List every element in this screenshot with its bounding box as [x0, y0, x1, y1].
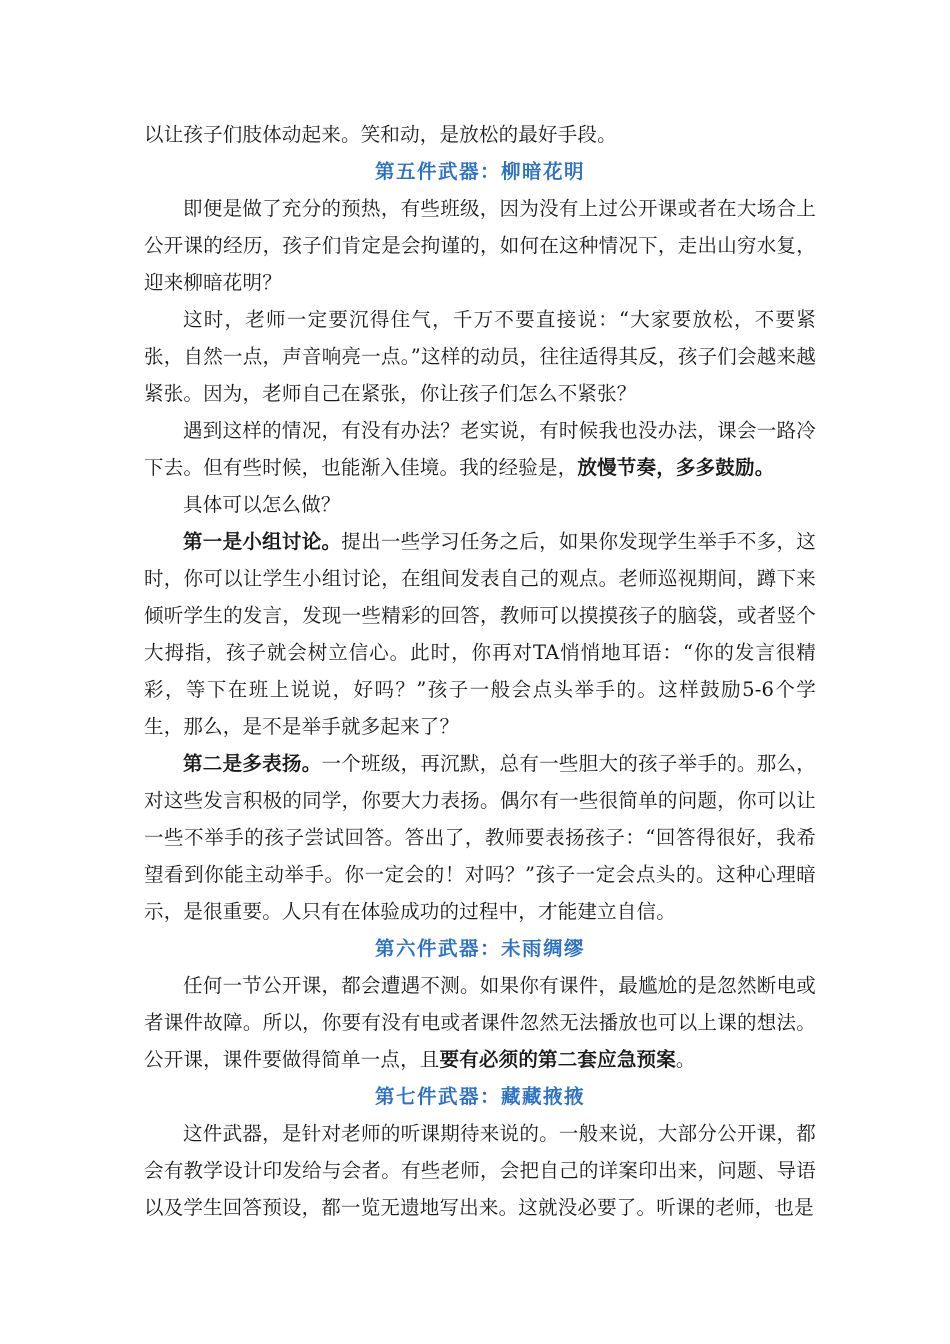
paragraph-text: 遇到这样的情况，有没有办法？老实说，有时候我也没办法，课会一路冷下去。但有些时候，也能渐入佳境。我的经验是， — [144, 419, 816, 479]
paragraph-text: 。 — [675, 1048, 696, 1071]
paragraph-text: 一个班级，再沉默，总有一些胆大的孩子举手的。那么，对这些发言积极的同学，你要大力表扬。偶尔有一些很简单的问题，你可以让一些不举手的孩子尝试回答。答出了，教师要表扬孩子：“回答得很好，我希望看到你能主动举手。你一定会的！对吗？”孩子一定会点头的。这种心理暗示，是很重要。人只有在体验成功的过程中，才能建立自信。 — [144, 752, 816, 923]
section-heading-5: 第五件武器：柳暗花明 — [374, 160, 585, 183]
section-heading-6: 第六件武器：未雨绸缪 — [374, 937, 585, 960]
paragraph — [144, 745, 816, 930]
paragraph: 以让孩子们肢体动起来。笑和动，是放松的最好手段。 — [144, 123, 617, 146]
paragraph: 具体可以怎么做？ — [183, 493, 341, 516]
paragraph — [144, 412, 816, 486]
paragraph-text: 提出一些学习任务之后，如果你发现学生举手不多，这时，你可以让学生小组讨论，在组间发表自己的观点。老师巡视期间，蹲下来倾听学生的发言，发现一些精彩的回答，教师可以摸摸孩子的脑袋，或者竖个大拇指，孩子就会树立信心。此时，你再对TA悄悄地耳语：“你的发言很精彩，等下在班上说说，好吗？”孩子一般会点头举手的。这样鼓励5-6个学生，那么，是不是举手就多起来了？ — [144, 530, 816, 738]
paragraph — [144, 967, 816, 1078]
paragraph-text: 任何一节公开课，都会遭遇不测。如果你有课件，最尴尬的是忽然断电或者课件故障。所以，你要有没有电或者课件忽然无法播放也可以上课的想法。公开课，课件要做得简单一点，且 — [144, 974, 816, 1071]
emphasis-text: 第一是小组讨论。 — [183, 530, 342, 553]
emphasis-text: 要有必须的第二套应急预案 — [439, 1048, 676, 1071]
document-body — [144, 116, 816, 1226]
emphasis-text: 放慢节奏，多多鼓励。 — [577, 456, 775, 479]
paragraph — [144, 523, 816, 745]
paragraph: 即便是做了充分的预热，有些班级，因为没有上过公开课或者在大场合上公开课的经历，孩子们肯定是会拘谨的，如何在这种情况下，走出山穷水复，迎来柳暗花明？ — [144, 197, 816, 294]
paragraph: 这时，老师一定要沉得住气，千万不要直接说：“大家要放松，不要紧张，自然一点，声音响亮一点。”这样的动员，往往适得其反，孩子们会越来越紧张。因为，老师自己在紧张，你让孩子们怎么不紧张？ — [144, 308, 816, 405]
paragraph: 这件武器，是针对老师的听课期待来说的。一般来说，大部分公开课，都会有教学设计印发给与会者。有些老师，会把自己的详案印出来，问题、导语以及学生回答预设，都一览无遗地写出来。这就没必要了。听课的老师，也是 — [144, 1122, 816, 1219]
emphasis-text: 第二是多表扬。 — [183, 752, 322, 775]
section-heading-7: 第七件武器：藏藏掖掖 — [374, 1085, 585, 1108]
